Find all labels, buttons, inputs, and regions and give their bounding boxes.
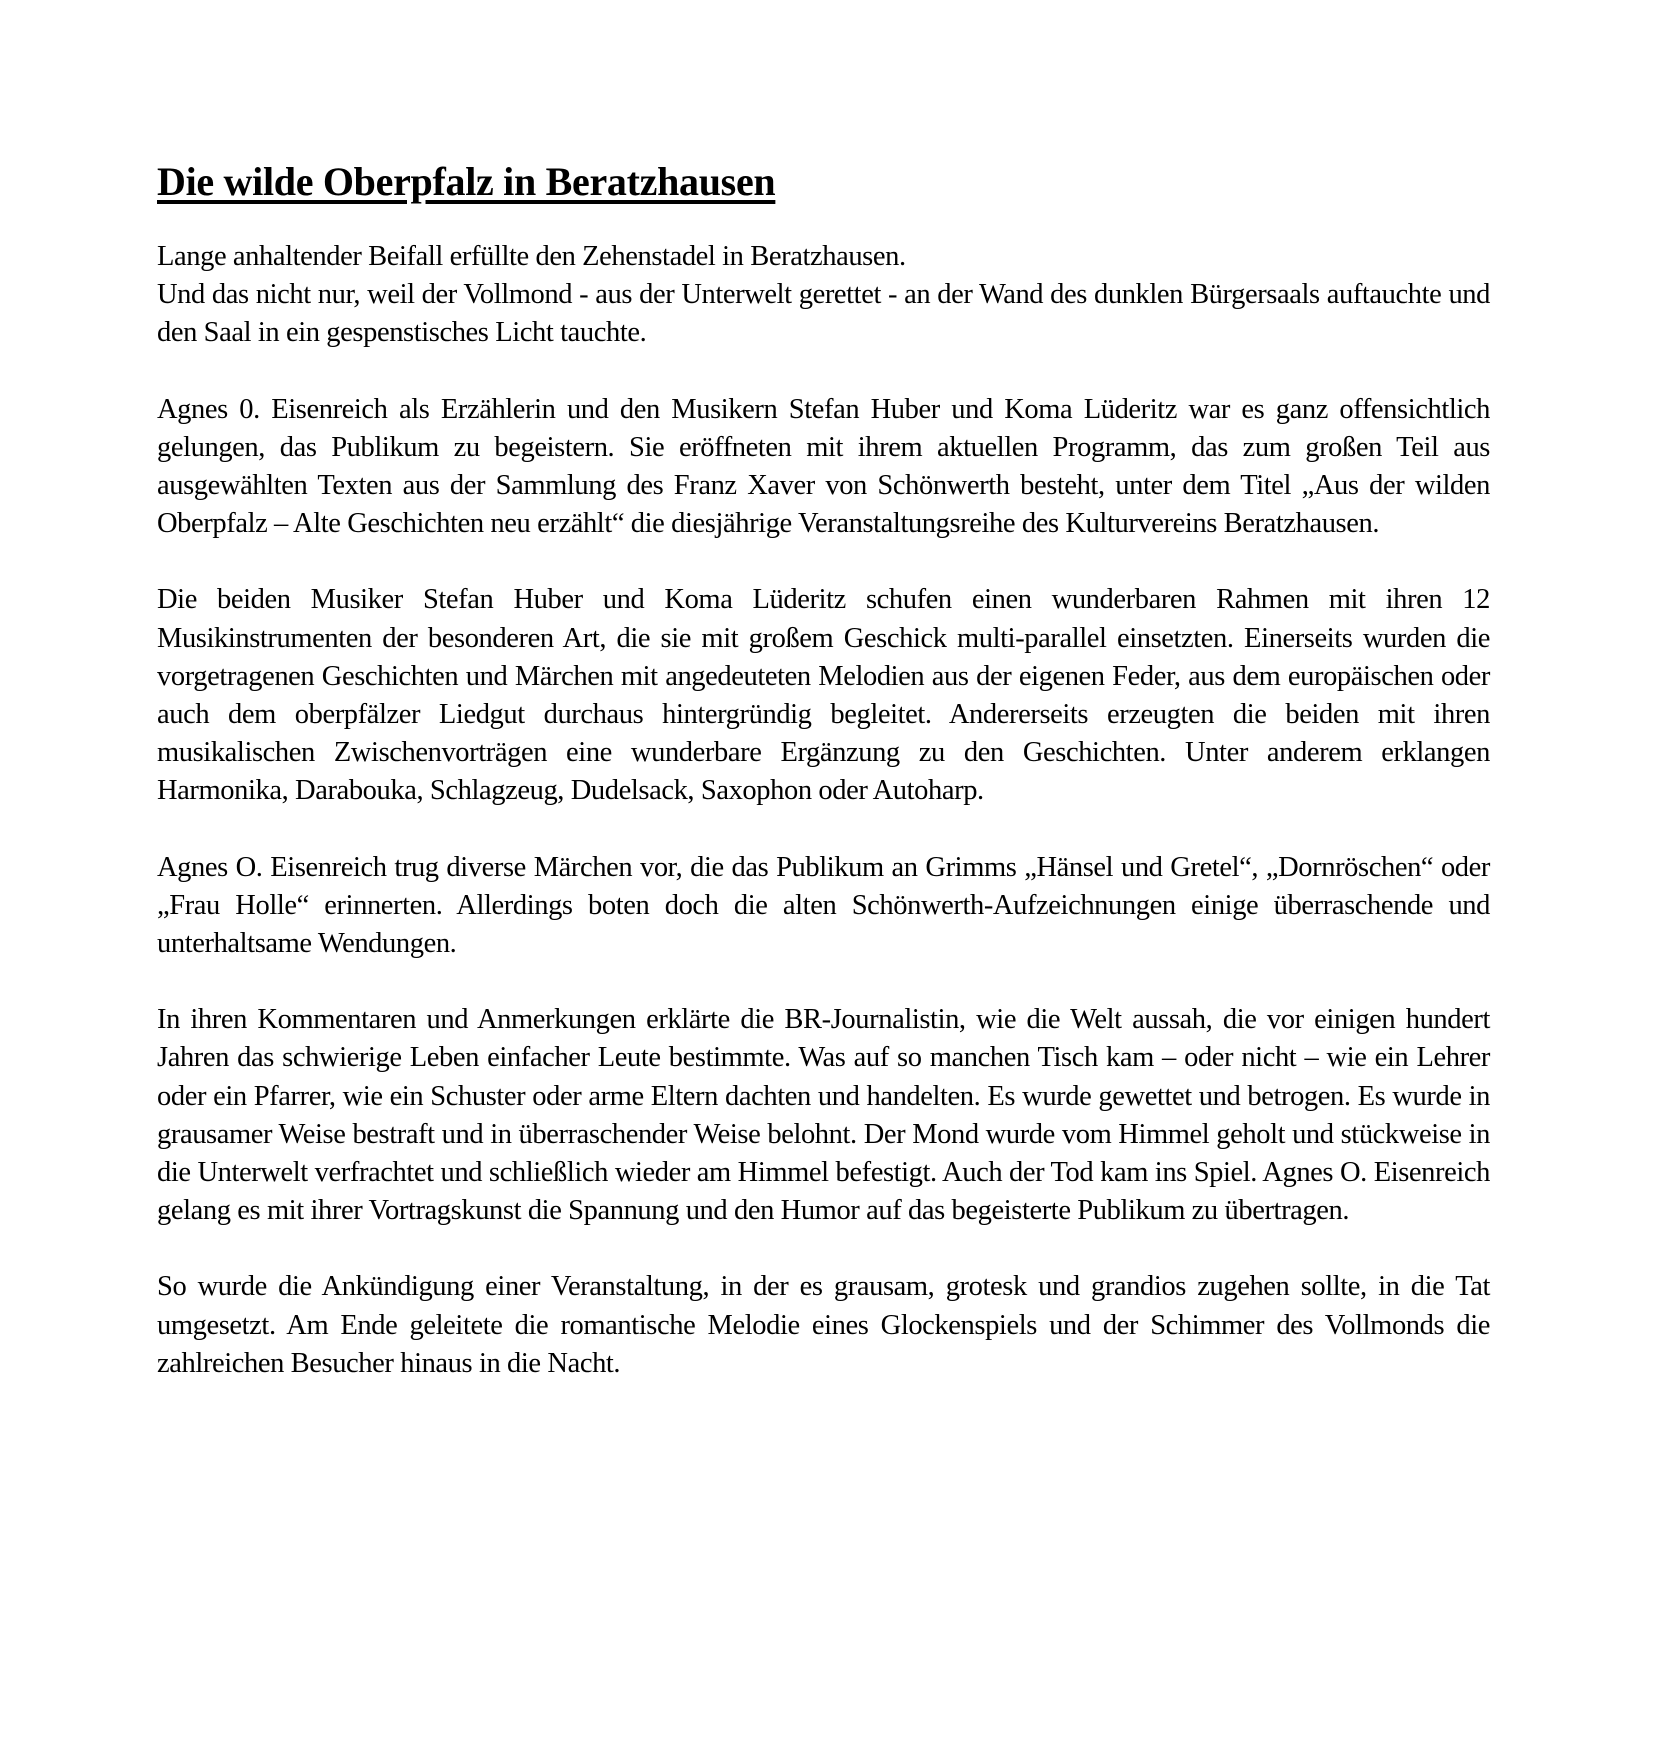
paragraph-intro	[157, 238, 1490, 353]
article-title: Die wilde Oberpfalz in Beratzhausen	[157, 159, 776, 204]
paragraph-closing: So wurde die Ankündigung einer Veranstaltung, in der es grausam, grotesk und grandios zugehen sollte, in die Tat umgesetzt. Am Ende geleitete die romantische Melodie eines Glockenspiels und der Schimmer des Vollmonds die zahlreichen Besucher hinaus in die Nacht.	[157, 1271, 1490, 1379]
paragraph-commentary: In ihren Kommentaren und Anmerkungen erklärte die BR-Journalistin, wie die Welt aussah, die vor einigen hundert Jahren das schwierige Leben einfacher Leute bestimmte. Was auf so manchen Tisch kam – oder nicht – wie ein Lehrer oder ein Pfarrer, wie ein Schuster oder arme Eltern dachten und handelten. Es wurde gewettet und betrogen. Es wurde in grausamer Weise bestraft und in überraschender Weise belohnt. Der Mond wurde vom Himmel geholt und stückweise in die Unterwelt verfrachtet und schließlich wieder am Himmel befestigt. Auch der Tod kam ins Spiel. Agnes O. Eisenreich gelang es mit ihrer Vortragskunst die Spannung und den Humor auf das begeisterte Publikum zu übertragen.	[157, 1004, 1490, 1227]
paragraph-performers: Agnes 0. Eisenreich als Erzählerin und den Musikern Stefan Huber und Koma Lüderitz war es ganz offensichtlich gelungen, das Publikum zu begeistern. Sie eröffneten mit ihrem aktuellen Programm, das zum großen Teil aus ausgewählten Texten aus der Sammlung des Franz Xaver von Schönwerth besteht, unter dem Titel „Aus der wilden Oberpfalz – Alte Geschichten neu erzählt“ die diesjährige Veranstaltungsreihe des Kulturvereins Beratzhausen.	[157, 393, 1490, 540]
document-page	[157, 158, 1490, 1421]
paragraph-intro-text: Und das nicht nur, weil der Vollmond - aus der Unterwelt gerettet - an der Wand des dunklen Bürgersaals auftauchte und den Saal in ein gespenstisches Licht tauchte.	[157, 279, 1490, 349]
paragraph-intro-first-line: Lange anhaltender Beifall erfüllte den Zehenstadel in Beratzhausen.	[157, 241, 906, 272]
paragraph-fairy-tales: Agnes O. Eisenreich trug diverse Märchen vor, die das Publikum an Grimms „Hänsel und Gretel“, „Dornröschen“ oder „Frau Holle“ erinnerten. Allerdings boten doch die alten Schönwerth-Aufzeichnungen einige überraschende und unterhaltsame Wendungen.	[157, 851, 1490, 960]
paragraph-musicians: Die beiden Musiker Stefan Huber und Koma Lüderitz schufen einen wunderbaren Rahmen mit ihren 12 Musikinstrumenten der besonderen Art, die sie mit großem Geschick multi-parallel einsetzten. Einerseits wurden die vorgetragenen Geschichten und Märchen mit angedeuteten Melodien aus der eigenen Feder, aus dem europäischen oder auch dem oberpfälzer Liedgut durchaus hintergründig begleitet. Andererseits erzeugten die beiden mit ihren musikalischen Zwischenvorträgen eine wunderbare Ergänzung zu den Geschichten. Unter anderem erklangen Harmonika, Darabouka, Schlagzeug, Dudelsack, Saxophon oder Autoharp.	[157, 584, 1490, 807]
